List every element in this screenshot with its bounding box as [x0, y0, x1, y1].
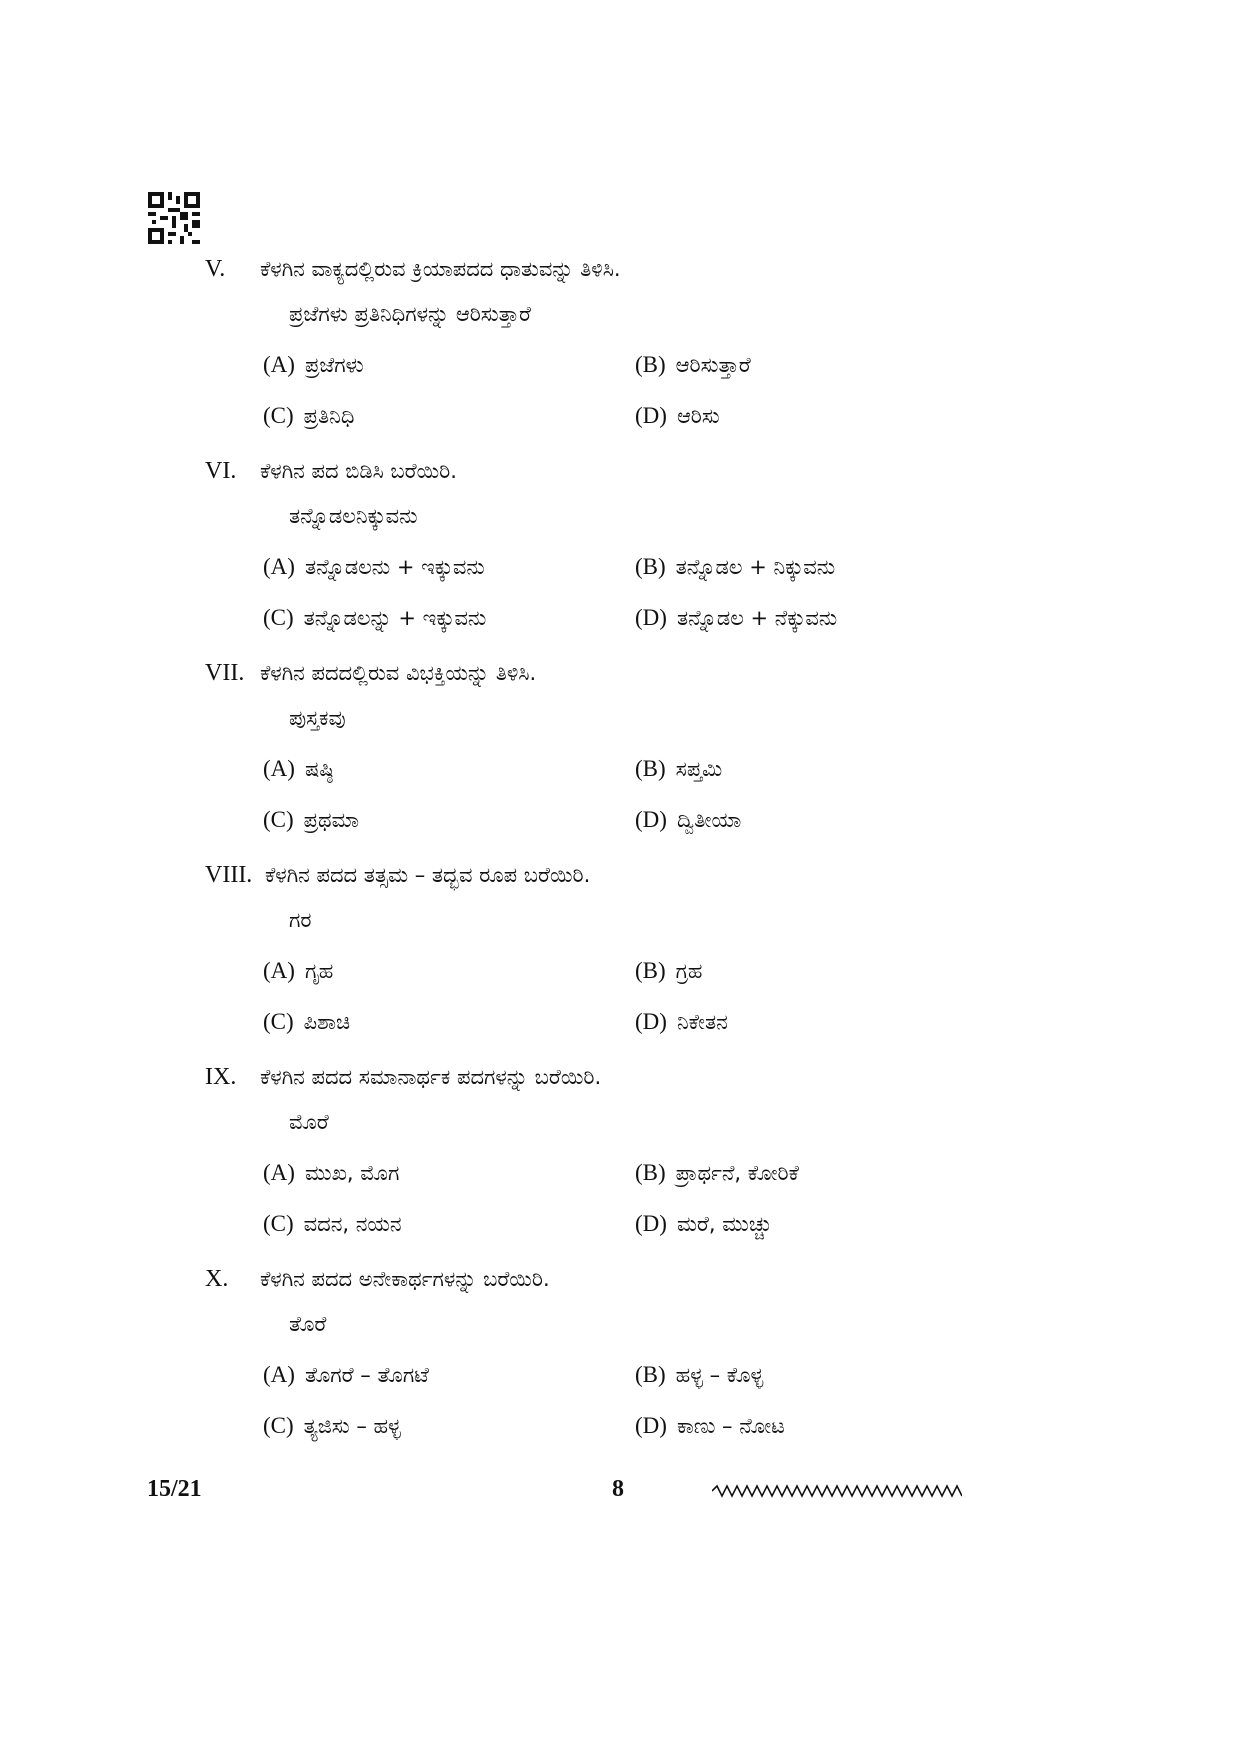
question-word: ತನ್ನೊಡಲನಿಕ್ಕುವನು [289, 504, 418, 528]
option-c: (C) ವದನ, ನಯನ [263, 1211, 402, 1236]
option-d: (D) ತನ್ನೊಡಲ + ನೆಕ್ಕುವನು [635, 605, 838, 630]
question-number: VII. [205, 660, 245, 686]
question-word: ಪುಸ್ತಕವು [289, 706, 346, 730]
question-text: ಕೆಳಗಿನ ಪದದಲ್ಲಿರುವ ವಿಭಕ್ತಿಯನ್ನು ತಿಳಿಸಿ. [260, 661, 537, 685]
option-c: (C) ತನ್ನೊಡಲನ್ನು + ಇಕ್ಕುವನು [263, 605, 487, 630]
option-d: (D) ನಿಕೇತನ [635, 1009, 728, 1034]
option-b: (B) ಹಳ್ಳ – ಕೊಳ್ಳ [635, 1362, 764, 1387]
option-a: (A) ಷಷ್ಠಿ [263, 756, 334, 781]
question-number: V. [205, 256, 226, 282]
question-word: ಮೊರೆ [289, 1110, 329, 1134]
option-a: (A) ಪ್ರಜೆಗಳು [263, 352, 364, 377]
question-viii [205, 855, 1105, 1047]
question-text: ಕೆಳಗಿನ ವಾಕ್ಯದಲ್ಲಿರುವ ಕ್ರಿಯಾಪದದ ಧಾತುವನ್ನು ತಿಳಿಸಿ. [260, 257, 621, 281]
option-c: (C) ಪ್ರಥಮಾ [263, 807, 360, 832]
question-text: ಕೆಳಗಿನ ಪದದ ಸಮಾನಾರ್ಥಕ ಪದಗಳನ್ನು ಬರೆಯಿರಿ. [260, 1065, 602, 1089]
question-x [205, 1259, 1105, 1451]
option-d: (D) ಕಾಣು – ನೋಟ [635, 1413, 785, 1438]
question-v [205, 249, 1105, 441]
option-c: (C) ಪಿಶಾಚಿ [263, 1009, 351, 1034]
question-number: IX. [205, 1064, 237, 1090]
option-b: (B) ಸಪ್ತಮಿ [635, 756, 723, 781]
question-number: VIII. [205, 862, 253, 888]
option-d: (D) ದ್ವಿತೀಯಾ [635, 807, 742, 832]
question-ix [205, 1057, 1105, 1249]
option-b: (B) ಆರಿಸುತ್ತಾರೆ [635, 352, 751, 377]
option-b: (B) ಪ್ರಾರ್ಥನೆ, ಕೋರಿಕೆ [635, 1160, 799, 1185]
question-number: X. [205, 1266, 229, 1292]
qr-code [148, 192, 200, 244]
option-a: (A) ಗೃಹ [263, 958, 334, 983]
question-word: ತೊರೆ [289, 1312, 327, 1336]
option-d: (D) ಆರಿಸು [635, 403, 720, 428]
option-a: (A) ತನ್ನೊಡಲನು + ಇಕ್ಕುವನು [263, 554, 485, 579]
option-c: (C) ತ್ಯಜಿಸು – ಹಳ್ಳ [263, 1413, 401, 1438]
question-vi [205, 451, 1105, 643]
option-a: (A) ಮುಖ, ಮೊಗ [263, 1160, 400, 1185]
option-c: (C) ಪ್ರತಿನಿಧಿ [263, 403, 355, 428]
paper-code: 15/21 [147, 1476, 202, 1502]
question-text: ಕೆಳಗಿನ ಪದದ ತತ್ಸಮ – ತದ್ಭವ ರೂಪ ಬರೆಯಿರಿ. [265, 863, 591, 887]
question-word: ಗರ [289, 908, 312, 932]
option-b: (B) ತನ್ನೊಡಲ + ನಿಕ್ಕುವನು [635, 554, 836, 579]
question-number: VI. [205, 458, 237, 484]
wavy-line-decoration [712, 1484, 962, 1498]
page-number: 8 [612, 1476, 624, 1502]
question-text: ಕೆಳಗಿನ ಪದದ ಅನೇಕಾರ್ಥಗಳನ್ನು ಬರೆಯಿರಿ. [260, 1267, 550, 1291]
question-vii [205, 653, 1105, 845]
question-word: ಪ್ರಜೆಗಳು ಪ್ರತಿನಿಧಿಗಳನ್ನು ಆರಿಸುತ್ತಾರೆ [289, 302, 531, 326]
option-d: (D) ಮರೆ, ಮುಚ್ಚು [635, 1211, 772, 1236]
question-text: ಕೆಳಗಿನ ಪದ ಬಿಡಿಸಿ ಬರೆಯಿರಿ. [260, 459, 457, 483]
page-footer [0, 1476, 1241, 1516]
option-a: (A) ತೊಗರೆ – ತೊಗಟೆ [263, 1362, 429, 1387]
option-b: (B) ಗ್ರಹ [635, 958, 703, 983]
